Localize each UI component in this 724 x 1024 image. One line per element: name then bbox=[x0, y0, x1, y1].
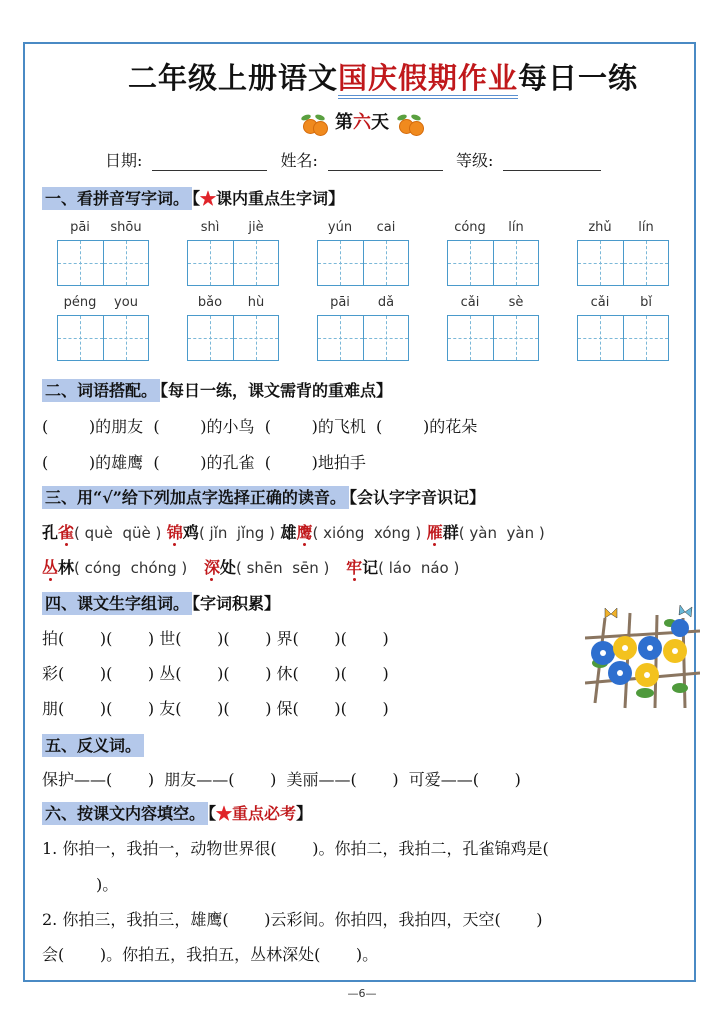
pinyin-syllable: shōu bbox=[110, 220, 142, 235]
pinyin-box-group bbox=[577, 295, 669, 361]
pinyin-box-group bbox=[187, 295, 279, 361]
writing-grid bbox=[577, 240, 669, 286]
pronunciation-row bbox=[42, 520, 550, 543]
writing-grid bbox=[187, 315, 279, 361]
matching-row[interactable]: ( )的雄鹰 ( )的孔雀 ( )地拍手 bbox=[42, 453, 366, 472]
word-char: 处 bbox=[219, 558, 236, 577]
writing-cell[interactable] bbox=[448, 241, 494, 285]
dotted-char: 深 bbox=[203, 558, 220, 577]
pinyin-box-group bbox=[317, 295, 409, 361]
section-2-title: 二、词语搭配。 bbox=[42, 379, 160, 402]
word-group-row[interactable]: 拍( )( ) 世( )( ) 界( )( ) bbox=[42, 629, 389, 648]
dotted-char: 雁 bbox=[426, 523, 443, 542]
pinyin-label bbox=[577, 220, 669, 240]
writing-cell[interactable] bbox=[578, 241, 624, 285]
section-2-heading bbox=[42, 378, 392, 401]
dotted-char: 牢 bbox=[346, 558, 363, 577]
pinyin-syllable: pāi bbox=[330, 295, 350, 310]
word-group-row[interactable]: 彩( )( ) 丛( )( ) 休( )( ) bbox=[42, 664, 389, 683]
writing-grid bbox=[317, 240, 409, 286]
writing-grid bbox=[187, 240, 279, 286]
writing-cell[interactable] bbox=[624, 316, 669, 360]
pronunciation-item bbox=[204, 558, 329, 577]
star-icon: ★ bbox=[216, 804, 233, 823]
day-pre: 第 bbox=[335, 112, 353, 133]
section-2-note: 【每日一练，课文需背的重难点】 bbox=[160, 381, 393, 400]
writing-grid bbox=[317, 315, 409, 361]
pinyin-options[interactable]: ( yàn yàn ) bbox=[458, 524, 545, 542]
word-char: 林 bbox=[58, 558, 75, 577]
pinyin-syllable: bǎo bbox=[197, 295, 223, 310]
word-group-row[interactable]: 朋( )( ) 友( )( ) 保( )( ) bbox=[42, 699, 389, 718]
section-3-title: 三、用“√”给下列加点字选择正确的读音。 bbox=[42, 486, 349, 509]
bracket-open: 【 bbox=[192, 189, 201, 208]
pinyin-options[interactable]: ( cóng chóng ) bbox=[74, 559, 188, 577]
section-1-note: 课内重点生字词 bbox=[216, 189, 329, 208]
section-5-heading bbox=[42, 733, 144, 756]
pinyin-options[interactable]: ( xióng xóng ) bbox=[312, 524, 422, 542]
bracket-close: 】 bbox=[296, 804, 313, 823]
writing-cell[interactable] bbox=[578, 316, 624, 360]
section-6-heading bbox=[42, 801, 312, 824]
pinyin-syllable: dǎ bbox=[377, 295, 395, 310]
pronunciation-item bbox=[427, 523, 545, 542]
pinyin-options[interactable]: ( shēn sēn ) bbox=[235, 559, 330, 577]
bracket-open: 【 bbox=[208, 804, 217, 823]
pinyin-label bbox=[447, 295, 539, 315]
pinyin-syllable: cǎi bbox=[460, 295, 480, 310]
pinyin-syllable: lín bbox=[508, 220, 524, 235]
pinyin-label bbox=[187, 220, 279, 240]
writing-grid bbox=[447, 240, 539, 286]
pinyin-syllable: bǐ bbox=[640, 295, 652, 310]
pinyin-options[interactable]: ( jǐn jǐng ) bbox=[198, 524, 275, 542]
morning-glory-illustration bbox=[585, 603, 700, 713]
persimmon-icon bbox=[395, 112, 425, 134]
bracket-close: 】 bbox=[328, 189, 345, 208]
star-icon: ★ bbox=[200, 189, 217, 208]
pinyin-label bbox=[317, 295, 409, 315]
pinyin-syllable: hù bbox=[247, 295, 265, 310]
pinyin-syllable: sè bbox=[508, 295, 524, 310]
writing-cell[interactable] bbox=[188, 241, 234, 285]
section-6-title: 六、按课文内容填空。 bbox=[42, 802, 208, 825]
pinyin-label bbox=[57, 295, 149, 315]
pinyin-syllable: jiè bbox=[248, 220, 264, 235]
pinyin-syllable: cóng bbox=[454, 220, 486, 235]
pinyin-syllable: péng bbox=[63, 295, 97, 310]
section-6-note: 重点必考 bbox=[232, 804, 297, 823]
pinyin-syllable: you bbox=[114, 295, 138, 310]
day-post: 天 bbox=[371, 112, 389, 133]
pinyin-syllable: zhǔ bbox=[588, 220, 612, 235]
writing-cell[interactable] bbox=[364, 316, 409, 360]
title-suffix: 每日一练 bbox=[518, 61, 639, 95]
word-char: 孔 bbox=[42, 523, 59, 542]
pinyin-options[interactable]: ( què qüè ) bbox=[74, 524, 162, 542]
section-4-title: 四、课文生字组词。 bbox=[42, 592, 192, 615]
grade-field[interactable] bbox=[503, 154, 601, 171]
date-label: 日期: bbox=[105, 151, 143, 170]
section-3-heading bbox=[42, 485, 485, 508]
fill-in-line[interactable]: 2. 你拍三，我拍三，雄鹰( )云彩间。你拍四，我拍四，天空( ) bbox=[42, 910, 543, 929]
pronunciation-item bbox=[346, 558, 459, 577]
persimmon-icon bbox=[299, 112, 329, 134]
day-label bbox=[0, 108, 724, 134]
word-char: 记 bbox=[362, 558, 379, 577]
title-prefix: 二年级上册语文 bbox=[128, 61, 339, 95]
writing-cell[interactable] bbox=[448, 316, 494, 360]
pinyin-box-group bbox=[447, 295, 539, 361]
student-info bbox=[105, 148, 609, 171]
pinyin-box-group bbox=[57, 220, 149, 286]
pinyin-box-group bbox=[317, 220, 409, 286]
pinyin-syllable: lín bbox=[638, 220, 654, 235]
pinyin-label bbox=[187, 295, 279, 315]
pinyin-label bbox=[317, 220, 409, 240]
name-label: 姓名: bbox=[280, 151, 318, 170]
antonym-row[interactable]: 保护——( ) 朋友——( ) 美丽——( ) 可爱——( ) bbox=[42, 770, 521, 789]
matching-row[interactable]: ( )的朋友 ( )的小鸟 ( )的飞机 ( )的花朵 bbox=[42, 417, 478, 436]
pinyin-options[interactable]: ( láo náo ) bbox=[378, 559, 460, 577]
section-4-heading bbox=[42, 591, 280, 614]
section-3-note: 【会认字字音识记】 bbox=[348, 488, 485, 507]
section-1-title: 一、看拼音写字词。 bbox=[42, 187, 192, 210]
grade-label: 等级: bbox=[456, 151, 494, 170]
writing-cell[interactable] bbox=[494, 316, 539, 360]
pinyin-box-group bbox=[57, 295, 149, 361]
pinyin-label bbox=[57, 220, 149, 240]
word-char: 雄 bbox=[280, 523, 297, 542]
section-5-title: 五、反义词。 bbox=[42, 734, 144, 757]
day-number: 六 bbox=[353, 112, 371, 133]
writing-cell[interactable] bbox=[58, 241, 104, 285]
writing-cell[interactable] bbox=[318, 241, 364, 285]
writing-grid bbox=[447, 315, 539, 361]
pinyin-syllable: cǎi bbox=[590, 295, 610, 310]
date-field[interactable] bbox=[152, 154, 267, 171]
pinyin-box-group bbox=[577, 220, 669, 286]
writing-cell[interactable] bbox=[364, 241, 409, 285]
pinyin-syllable: pāi bbox=[70, 220, 90, 235]
name-field[interactable] bbox=[328, 154, 443, 171]
fill-in-line[interactable]: )。 bbox=[96, 875, 119, 894]
writing-cell[interactable] bbox=[188, 316, 234, 360]
writing-cell[interactable] bbox=[234, 316, 279, 360]
pinyin-box-group bbox=[187, 220, 279, 286]
word-char: 群 bbox=[442, 523, 459, 542]
writing-cell[interactable] bbox=[318, 316, 364, 360]
pinyin-syllable: cai bbox=[376, 220, 396, 235]
writing-cell[interactable] bbox=[494, 241, 539, 285]
fill-in-line[interactable]: 1. 你拍一，我拍一，动物世界很( )。你拍二，我拍二，孔雀锦鸡是( bbox=[42, 839, 549, 858]
dotted-char: 鹰 bbox=[296, 523, 313, 542]
pinyin-label bbox=[447, 220, 539, 240]
pronunciation-item bbox=[42, 558, 187, 577]
pinyin-syllable: yún bbox=[327, 220, 353, 235]
pronunciation-item bbox=[42, 523, 161, 542]
pinyin-label bbox=[577, 295, 669, 315]
pronunciation-item bbox=[167, 523, 275, 542]
dotted-char: 雀 bbox=[58, 523, 75, 542]
writing-grid bbox=[577, 315, 669, 361]
writing-cell[interactable] bbox=[624, 241, 669, 285]
dotted-char: 锦 bbox=[166, 523, 183, 542]
writing-grid bbox=[57, 315, 149, 361]
word-char: 鸡 bbox=[182, 523, 199, 542]
dotted-char: 丛 bbox=[42, 558, 59, 577]
pinyin-box-group bbox=[447, 220, 539, 286]
fill-in-line[interactable]: 会( )。你拍五，我拍五，丛林深处( )。 bbox=[42, 945, 379, 964]
section-1-heading bbox=[42, 186, 344, 209]
page-number: —6— bbox=[347, 987, 377, 1000]
section-4-note: 【字词积累】 bbox=[192, 594, 281, 613]
writing-cell[interactable] bbox=[234, 241, 279, 285]
writing-cell[interactable] bbox=[58, 316, 104, 360]
writing-cell[interactable] bbox=[104, 241, 149, 285]
writing-grid bbox=[57, 240, 149, 286]
pronunciation-row bbox=[42, 555, 476, 578]
writing-cell[interactable] bbox=[104, 316, 149, 360]
pronunciation-item bbox=[281, 523, 422, 542]
page-title bbox=[128, 56, 638, 97]
title-highlight: 国庆假期作业 bbox=[338, 61, 518, 99]
pinyin-syllable: shì bbox=[200, 220, 220, 235]
